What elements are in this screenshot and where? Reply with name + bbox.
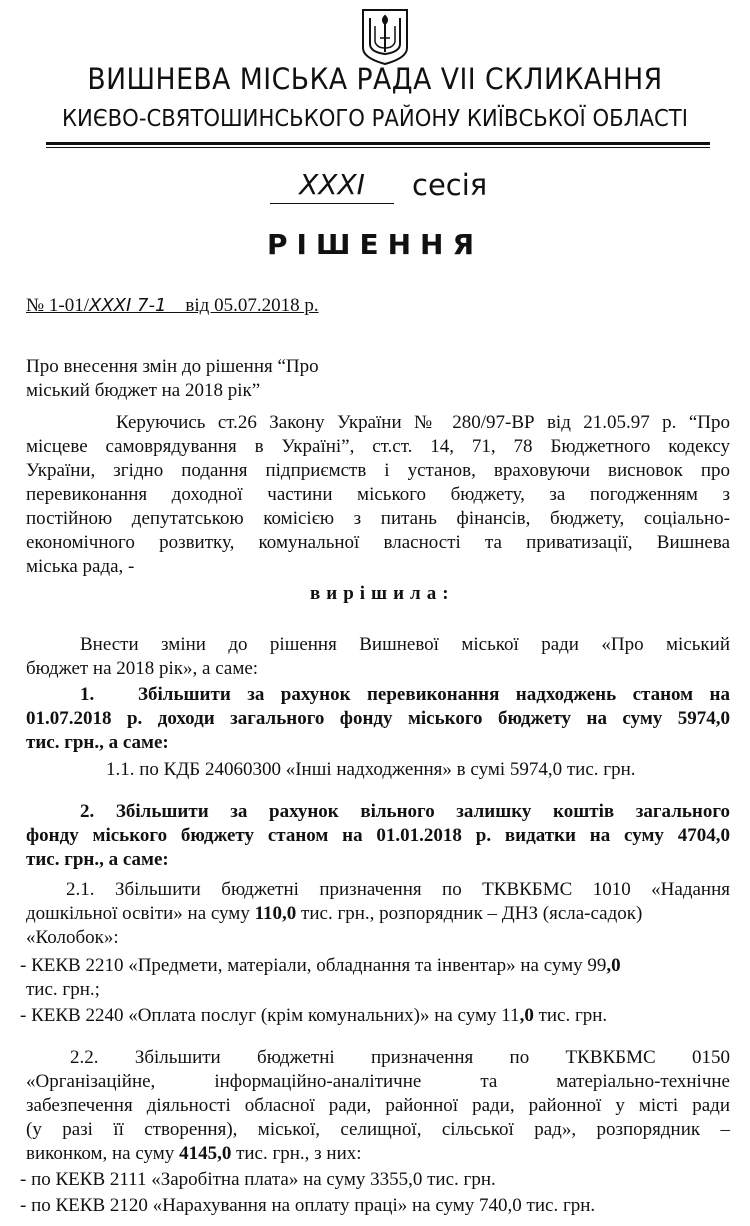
decision-number-line xyxy=(26,294,319,318)
kekv-2240-decimal: ,0 xyxy=(519,1005,534,1026)
item1-sub: 1.1. по КДБ 24060300 «Інші надходження» в сумі 5974,0 тис. грн. xyxy=(106,759,636,780)
decision-date: від 05.07.2018 р. xyxy=(185,295,319,316)
decided-heading: вирішила: xyxy=(310,583,455,604)
item22-kekv-2111: - по КЕКВ 2111 «Заробітна плата» на суму 3355,0 тис. грн. xyxy=(20,1169,496,1190)
council-name: ВИШНЕВА МІСЬКА РАДА VII СКЛИКАННЯ xyxy=(87,62,663,96)
kekv-2210-text: - КЕКВ 2210 «Предмети, матеріали, обладнання та інвентар» на суму 99 xyxy=(20,955,607,976)
trident-emblem-icon xyxy=(361,8,409,66)
preamble-line-3: України, згідно подання підприємств і установ, враховуючи висновок про xyxy=(26,460,730,481)
item21-line-3: «Колобок»: xyxy=(26,927,119,948)
item1-line-2: 01.07.2018 р. доходи загального фонду міського бюджету на суму 5974,0 xyxy=(26,708,730,729)
decision-number-prefix: № 1-01/ xyxy=(26,295,89,316)
document-title: РІШЕННЯ xyxy=(266,228,484,261)
preamble-line-6: економічного розвитку, комунальної власності та приватизації, Вишнева xyxy=(26,532,730,553)
item21-kekv-2240 xyxy=(20,1004,607,1028)
item22-line-5-tail: тис. грн., з них: xyxy=(231,1143,362,1164)
decision-number-handwritten: XXXI 7-1 xyxy=(88,295,167,316)
preamble-line-7: міська рада, - xyxy=(26,556,135,577)
preamble-line-1: Керуючись ст.26 Закону України № 280/97-ВР від 21.05.97 р. “Про xyxy=(116,412,730,433)
district-name: КИЄВО-СВЯТОШИНСЬКОГО РАЙОНУ КИЇВСЬКОЇ ОБЛАСТІ xyxy=(62,106,688,132)
item1-number: 1. xyxy=(80,684,95,705)
item2-line-2: фонду міського бюджету станом на 01.01.2018 р. видатки на суму 4704,0 xyxy=(26,825,730,846)
item22-line-1: 2.2. Збільшити бюджетні призначення по ТКВКБМС 0150 xyxy=(70,1047,730,1068)
item2-line-3: тис. грн., а саме: xyxy=(26,849,169,870)
item21-amount: 110,0 xyxy=(254,903,297,924)
item22-line-2: «Організаційне, інформаційно-аналітичне та матеріально-технічне xyxy=(26,1071,730,1092)
subject-line-2: міський бюджет на 2018 рік” xyxy=(26,380,261,401)
kekv-2240-units: тис. грн. xyxy=(533,1005,608,1026)
preamble-line-2: місцеве самоврядування в Україні”, ст.ст. 14, 71, 78 Бюджетного кодексу xyxy=(26,436,730,457)
session-word: сесія xyxy=(412,168,488,202)
intro-line-1: Внести зміни до рішення Вишневої міської ради «Про міський xyxy=(80,634,730,655)
item22-kekv-2120: - по КЕКВ 2120 «Нарахування на оплату праці» на суму 740,0 тис. грн. xyxy=(20,1195,596,1216)
item22-line-4: (у разі її створення), міської, селищної, сільської рад», розпорядник – xyxy=(26,1119,730,1140)
header-divider-thick xyxy=(46,142,710,145)
item21-kekv-2210 xyxy=(20,954,621,978)
item1-line-3: тис. грн., а саме: xyxy=(26,732,169,753)
item22-line-5 xyxy=(26,1142,362,1166)
kekv-2210-decimal: ,0 xyxy=(606,955,621,976)
item22-line-5-text: виконком, на суму xyxy=(26,1143,180,1164)
item22-line-3: забезпечення діяльності обласної ради, районної ради, районної у місті ради xyxy=(26,1095,730,1116)
subject-line-1: Про внесення змін до рішення “Про xyxy=(26,356,319,377)
item1-line-1: Збільшити за рахунок перевиконання надходжень станом на xyxy=(138,684,730,705)
item21-line-2-text: дошкільної освіти» на суму xyxy=(26,903,255,924)
item2-line-1: 2. Збільшити за рахунок вільного залишку коштів загального xyxy=(80,801,730,822)
kekv-2240-text: - КЕКВ 2240 «Оплата послуг (крім комунальних)» на суму 11 xyxy=(20,1005,520,1026)
session-number: XXXI xyxy=(270,168,394,204)
item21-line-2-tail: тис. грн., розпорядник – ДНЗ (ясла-садок) xyxy=(296,903,643,924)
item22-amount: 4145,0 xyxy=(179,1143,232,1164)
preamble-line-5: постійною депутатською комісією з питань фінансів, бюджету, соціально- xyxy=(26,508,730,529)
item21-line-1: 2.1. Збільшити бюджетні призначення по ТКВКБМС 1010 «Надання xyxy=(66,879,730,900)
preamble-line-4: перевиконання доходної частини міського бюджету, за погодженням з xyxy=(26,484,730,505)
session-line xyxy=(270,168,530,208)
item21-line-2 xyxy=(26,902,642,926)
intro-line-2: бюджет на 2018 рік», а саме: xyxy=(26,658,259,679)
item21-kekv-2210-units: тис. грн.; xyxy=(26,979,100,1000)
header-divider-thin xyxy=(46,147,710,148)
